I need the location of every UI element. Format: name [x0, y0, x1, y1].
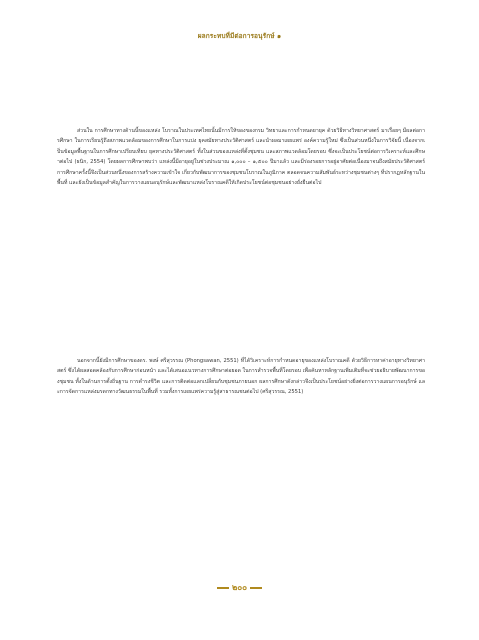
body-paragraph-1: ส่วนใน การศึกษาทางด้านนี้ของแหล่ง โบราณในประเทศไทยนั้นมีการให้ของของกรม วิทยาและการกำหนดยายุค ด้วยวิธีทางวิทยาศาสตร์ มาเรื่อยๆ มีผลต่อการศึกษา ในการเรียนรู้ถึงสภาพแวดล้อมของการศึกษาในการแบ่ง ยุคสมัยทางประวัติศาสตร์ และนำผลมาเผยแพร่ องค์ความรู้ใหม่ ซึ่งเป็นส่วนหนึ่งในการวิจัยนี้ เนื่องจากเป็นข้อมูลพื้นฐานในการศึกษาเปรียบเทียบ ยุคทางประวัติศาสตร์ ทั้งในส่วนของแหล่งที่ตั้งชุมชน และสภาพแวดล้อมโดยรอบ ซึ่งจะเป็นประโยชน์ต่อการวิเคราะห์และศึกษาต่อไป (ธนิก, 2554) โดยผลการศึกษาพบว่า แหล่งนี้มีอายุอยู่ในช่วงประมาณ ๑,๐๐๐ – ๑,๕๐๐ ปีมาแล้ว และมีร่องรอยการอยู่อาศัยต่อเนื่องมาจนถึงสมัยประวัติศาสตร์ การศึกษาครั้งนี้จึงเป็นส่วนหนึ่งของการสร้างความเข้าใจ เกี่ยวกับพัฒนาการของชุมชนโบราณในภูมิภาค ตลอดจนความสัมพันธ์ระหว่างชุมชนต่างๆ ที่ปรากฏหลักฐานในพื้นที่ และยังเป็นข้อมูลสำคัญในการวางแผนอนุรักษ์และพัฒนาแหล่งโบราณคดีให้เกิดประโยชน์ต่อชุมชนอย่างยั่งยืนต่อไป — [57, 128, 425, 187]
running-header: ผลกระทบที่มีต่อการอนุรักษ์ ๑ — [197, 32, 282, 40]
footer-right-dash — [250, 587, 262, 589]
page-number: ๒๐๐ — [231, 583, 248, 592]
body-paragraph-2: นอกจากนี้ยังมีการศึกษาของดร. พงษ์ ศรีสุวรรณ (Phongsawan, 2551) ที่ได้วิเคราะห์การกำหนดอายุของแหล่งโบราณคดี ด้วยวิธีการหาค่าอายุทางวิทยาศาสตร์ ซึ่งได้ผลสอดคล้องกับการศึกษาก่อนหน้า และได้เสนอแนวทางการศึกษาต่อยอด ในการสำรวจพื้นที่โดยรอบ เพื่อค้นหาหลักฐานเพิ่มเติมที่จะช่วยอธิบายพัฒนาการของชุมชน ทั้งในด้านการตั้งถิ่นฐาน การดำรงชีวิต และการติดต่อแลกเปลี่ยนกับชุมชนภายนอก ผลการศึกษาดังกล่าวจึงเป็นประโยชน์อย่างยิ่งต่อการวางแผนการอนุรักษ์ และการจัดการแหล่งมรดกทางวัฒนธรรมในพื้นที่ รวมทั้งการเผยแพร่ความรู้สู่สาธารณชนต่อไป (ศรีสุวรรณ, 2551) — [57, 358, 425, 396]
page-footer — [0, 581, 479, 594]
footer-left-dash — [217, 587, 229, 589]
